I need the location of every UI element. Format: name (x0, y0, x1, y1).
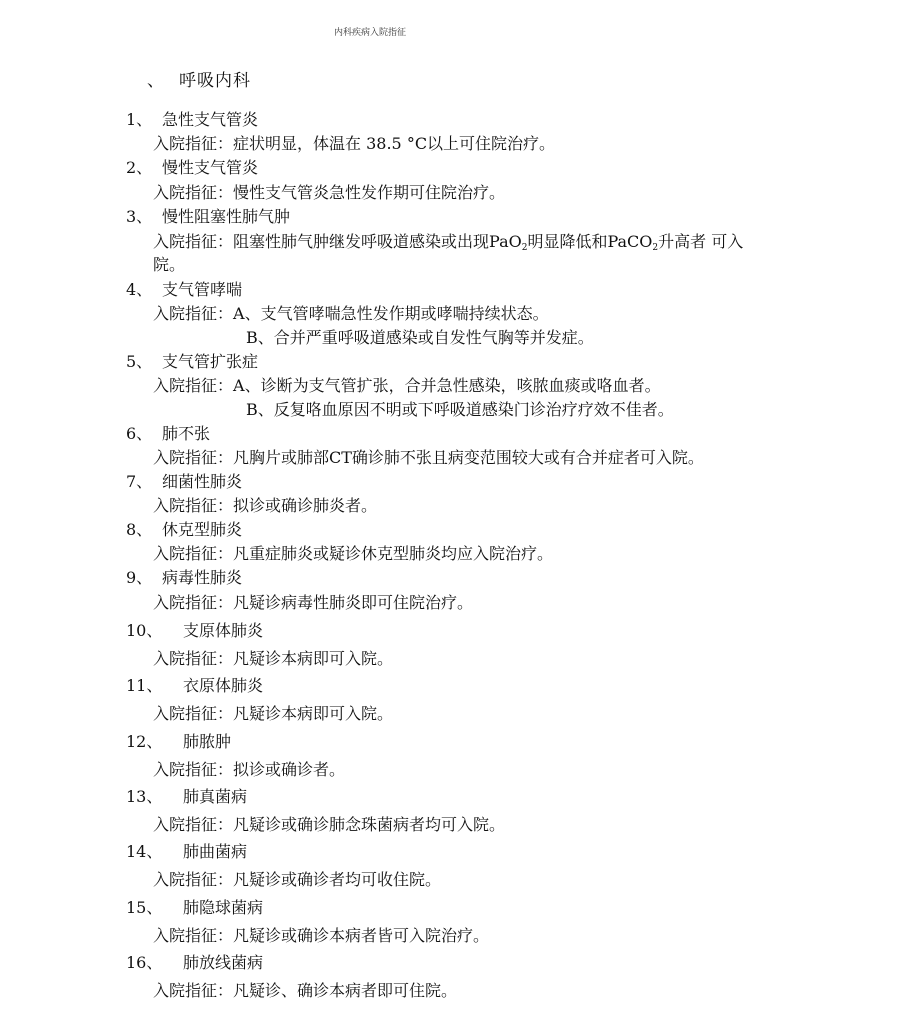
item-title (126, 155, 258, 178)
item-criteria (153, 445, 704, 468)
section-mark: 、 (147, 71, 165, 91)
criteria-text: 凡疑诊或确诊本病者皆可入院治疗。 (233, 926, 490, 945)
criteria-text: 凡疑诊或确诊者均可收住院。 (233, 870, 442, 889)
item-name: 支气管扩张症 (162, 352, 259, 371)
criteria-label: 入院指征： (153, 496, 234, 515)
item-name: 慢性阻塞性肺气肿 (162, 207, 291, 226)
criteria-text: 阻塞性肺气肿继发呼吸道感染或出现PaO (233, 232, 522, 251)
criteria-text: 症状明显，体温在 38.5 °C以上可住院治疗。 (233, 134, 556, 153)
criteria-label: 入院指征： (153, 593, 234, 612)
page-header: 内科疾病入院指征 (333, 28, 406, 38)
item-name: 支原体肺炎 (183, 621, 264, 640)
criteria-text: 凡疑诊病毒性肺炎即可住院治疗。 (233, 593, 474, 612)
item-number: 3、 (126, 207, 153, 226)
item-title (126, 729, 231, 752)
item-name: 休克型肺炎 (162, 520, 243, 539)
item-number: 12、 (126, 732, 163, 751)
criteria-label: 入院指征： (153, 134, 234, 153)
criteria-label: 入院指征： (153, 815, 234, 834)
item-name: 支气管哮喘 (162, 280, 243, 299)
criteria-text: 凡重症肺炎或疑诊休克型肺炎均应入院治疗。 (233, 544, 554, 563)
item-title (126, 839, 247, 862)
criteria-label: 入院指征： (153, 376, 234, 395)
criteria-label: 入院指征： (153, 870, 234, 889)
item-number: 13、 (126, 787, 163, 806)
item-criteria (153, 757, 345, 780)
criteria-label: 入院指征： (153, 448, 234, 467)
criteria-label: 入院指征： (153, 760, 234, 779)
item-title (126, 421, 210, 444)
item-title (126, 895, 263, 918)
criteria-text: A、支气管哮喘急性发作期或哮喘持续状态。 (233, 304, 549, 323)
item-criteria (153, 180, 505, 203)
item-name: 肺放线菌病 (183, 953, 264, 972)
item-name: 肺不张 (162, 424, 211, 443)
criteria-label: 入院指征： (153, 232, 234, 251)
criteria-label: 入院指征： (153, 704, 234, 723)
criteria-text: 凡疑诊本病即可入院。 (233, 649, 394, 668)
item-title (126, 469, 242, 492)
criteria-text: 明显降低和PaCO (527, 232, 653, 251)
item-title (126, 565, 242, 588)
item-number: 7、 (126, 472, 153, 491)
item-number: 8、 (126, 520, 153, 539)
section-title: 呼吸内科 (179, 71, 251, 91)
item-name: 慢性支气管炎 (162, 158, 259, 177)
item-name: 急性支气管炎 (162, 110, 259, 129)
item-criteria (153, 701, 393, 724)
item-title (126, 950, 263, 973)
criteria-text: 慢性支气管炎急性发作期可住院治疗。 (233, 183, 506, 202)
section-heading (147, 66, 251, 91)
item-title (126, 673, 263, 696)
item-title (126, 204, 290, 227)
item-name: 肺隐球菌病 (183, 898, 264, 917)
criteria-label: 入院指征： (153, 304, 234, 323)
item-name: 病毒性肺炎 (162, 568, 243, 587)
item-criteria (153, 867, 441, 890)
criteria-continuation: 院。 (153, 255, 186, 274)
criteria-label: 入院指征： (153, 649, 234, 668)
item-criteria (153, 812, 505, 835)
criteria-text: 凡疑诊本病即可入院。 (233, 704, 394, 723)
criteria-text: 拟诊或确诊者。 (233, 760, 346, 779)
item-number: 4、 (126, 280, 153, 299)
item-number: 15、 (126, 898, 163, 917)
item-name: 肺脓肿 (183, 732, 232, 751)
item-number: 6、 (126, 424, 153, 443)
item-number: 5、 (126, 352, 153, 371)
criteria-text: 凡胸片或肺部CT确诊肺不张且病变范围较大或有合并症者可入院。 (233, 448, 704, 467)
item-number: 10、 (126, 621, 163, 640)
criteria-text: A、诊断为支气管扩张，合并急性感染，咳脓血痰或咯血者。 (233, 376, 661, 395)
criteria-label: 入院指征： (153, 183, 234, 202)
item-criteria (153, 373, 661, 396)
criteria-b: B、反复咯血原因不明或下呼吸道感染门诊治疗疗效不佳者。 (246, 400, 674, 419)
item-criteria (153, 541, 553, 564)
item-title (126, 349, 258, 372)
criteria-b: B、合并严重呼吸道感染或自发性气胸等并发症。 (246, 328, 594, 347)
criteria-label: 入院指征： (153, 544, 234, 563)
item-criteria (153, 301, 549, 324)
item-criteria (153, 229, 743, 253)
item-criteria (153, 923, 489, 946)
item-criteria (153, 131, 555, 154)
criteria-text: 拟诊或确诊肺炎者。 (233, 496, 378, 515)
criteria-text: 凡疑诊或确诊肺念珠菌病者均可入院。 (233, 815, 506, 834)
subscript-2: 2 (652, 243, 659, 253)
criteria-text: 升高者 可入 (658, 232, 744, 251)
item-title (126, 618, 263, 641)
item-number: 16、 (126, 953, 163, 972)
item-title (126, 784, 247, 807)
criteria-text: 凡疑诊、确诊本病者即可住院。 (233, 981, 458, 1000)
subscript-2: 2 (521, 243, 528, 253)
item-number: 9、 (126, 568, 153, 587)
item-criteria (153, 493, 377, 516)
item-name: 细菌性肺炎 (162, 472, 243, 491)
item-criteria (153, 978, 457, 1001)
item-title (126, 517, 242, 540)
item-name: 肺曲菌病 (183, 842, 248, 861)
criteria-label: 入院指征： (153, 926, 234, 945)
criteria-label: 入院指征： (153, 981, 234, 1000)
item-criteria (153, 590, 473, 613)
item-number: 1、 (126, 110, 153, 129)
item-number: 11、 (126, 676, 163, 695)
item-number: 2、 (126, 158, 153, 177)
item-criteria (153, 646, 393, 669)
item-name: 衣原体肺炎 (183, 676, 264, 695)
item-title (126, 277, 242, 300)
item-number: 14、 (126, 842, 163, 861)
item-name: 肺真菌病 (183, 787, 248, 806)
item-title (126, 107, 258, 130)
